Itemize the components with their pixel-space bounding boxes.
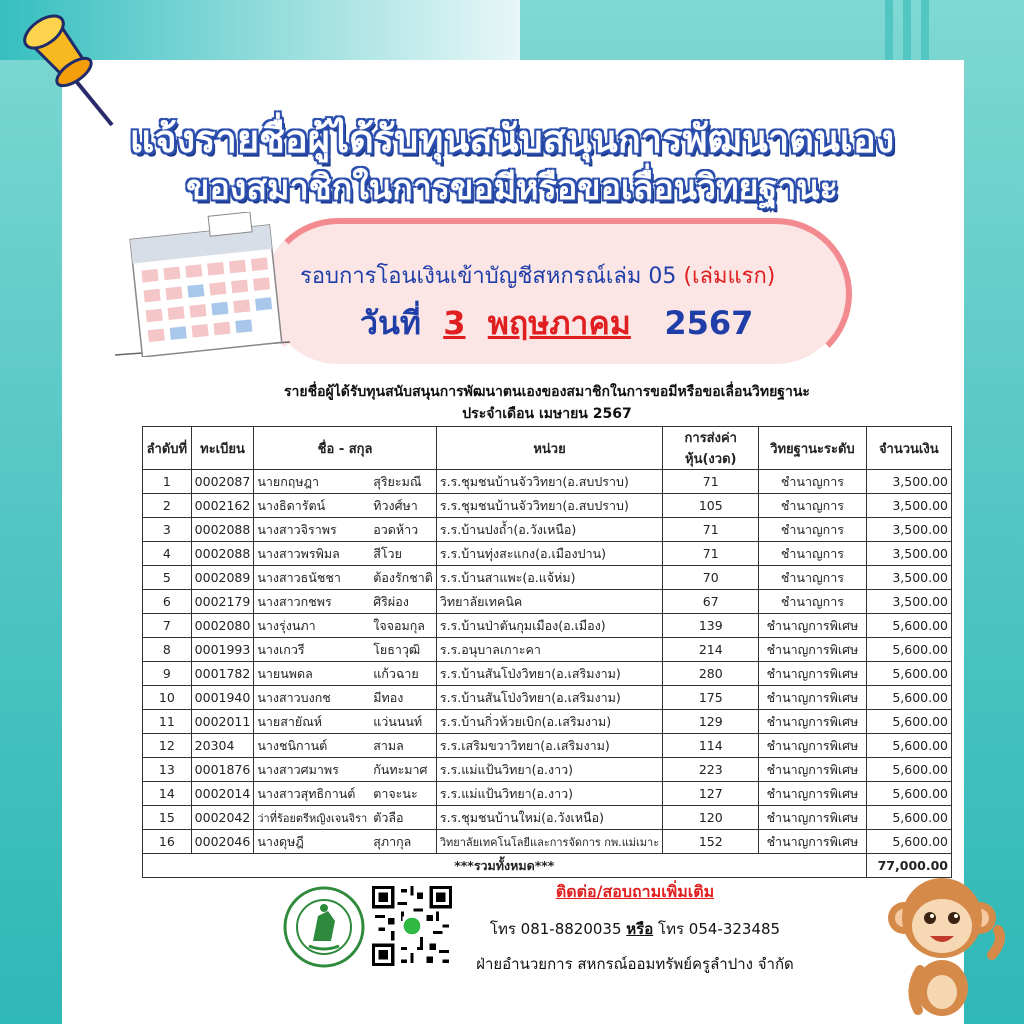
cell-shares: 120 [663,806,759,830]
cell-amount: 5,600.00 [866,758,951,782]
table-body [143,470,952,854]
cell-amount: 3,500.00 [866,590,951,614]
table-row [143,518,952,542]
cell-shares: 67 [663,590,759,614]
date-day: 3 [443,304,466,342]
cell-level: ชำนาญการพิเศษ [759,830,866,854]
cell-last-name: ใจจอมกุล [370,614,436,638]
cell-no: 15 [143,806,192,830]
contact-phones [460,917,810,941]
list-subtitle: ประจำเดือน เมษายน 2567 [462,406,632,422]
cell-level: ชำนาญการพิเศษ [759,638,866,662]
cell-last-name: ตัวลือ [370,806,436,830]
transfer-round-text [300,258,830,293]
cell-amount: 5,600.00 [866,734,951,758]
cell-no: 14 [143,782,192,806]
cell-level: ชำนาญการ [759,494,866,518]
cell-reg: 0001940 [191,686,254,710]
page-subtitle: ของสมาชิกในการขอมีหรือขอเลื่อนวิทยฐานะ [186,168,838,208]
cell-level: ชำนาญการพิเศษ [759,710,866,734]
cell-no: 8 [143,638,192,662]
cell-shares: 139 [663,614,759,638]
table-row [143,566,952,590]
table-row [143,758,952,782]
cell-level: ชำนาญการพิเศษ [759,782,866,806]
date-month: พฤษภาคม [487,304,631,342]
cooperative-logo [283,886,365,968]
col-name: ชื่อ - สกุล [254,427,437,470]
cell-no: 3 [143,518,192,542]
cell-reg: 0002088 [191,542,254,566]
cell-first-name: นายกฤษฎา [254,470,370,494]
cell-reg: 20304 [191,734,254,758]
table-row [143,590,952,614]
cell-level: ชำนาญการพิเศษ [759,686,866,710]
cell-level: ชำนาญการ [759,566,866,590]
total-amount: 77,000.00 [866,854,951,878]
logo-text: สหกรณ์ออมทรัพย์ครูลำปาง จำกัด [283,886,298,887]
cell-no: 11 [143,710,192,734]
cell-level: ชำนาญการ [759,518,866,542]
col-shares: การส่งค่าหุ้น(งวด) [663,427,759,470]
col-reg: ทะเบียน [191,427,254,470]
cell-no: 12 [143,734,192,758]
cell-unit: ร.ร.บ้านปงถ้ำ(อ.วังเหนือ) [436,518,662,542]
table-row [143,542,952,566]
cell-last-name: สุภากุล [370,830,436,854]
cell-first-name: นายสายัณห์ [254,710,370,734]
total-row [143,854,952,878]
cell-unit: ร.ร.อนุบาลเกาะคา [436,638,662,662]
table-row [143,494,952,518]
table-row [143,830,952,854]
cell-reg: 0002088 [191,518,254,542]
cell-unit: ร.ร.ชุมชนบ้านจัววิทยา(อ.สบปราบ) [436,470,662,494]
cell-level: ชำนาญการ [759,542,866,566]
cell-amount: 3,500.00 [866,566,951,590]
cell-first-name: นายนพดล [254,662,370,686]
transfer-round-main: รอบการโอนเงินเข้าบัญชีสหกรณ์เล่ม 05 [300,264,684,289]
cell-reg: 0002089 [191,566,254,590]
cell-last-name: แก้วฉาย [370,662,436,686]
cell-no: 1 [143,470,192,494]
cell-reg: 0002179 [191,590,254,614]
table-row [143,686,952,710]
cell-last-name: สุริยะมณี [370,470,436,494]
cell-level: ชำนาญการ [759,470,866,494]
cell-level: ชำนาญการพิเศษ [759,662,866,686]
calendar-icon [115,212,290,357]
cell-reg: 0002014 [191,782,254,806]
col-amount: จำนวนเงิน [866,427,951,470]
phone-or: หรือ [626,920,654,938]
cell-first-name: นางดุษฎี [254,830,370,854]
cell-no: 6 [143,590,192,614]
cell-no: 9 [143,662,192,686]
cell-unit: ร.ร.เสริมขวาวิทยา(อ.เสริมงาม) [436,734,662,758]
cell-unit: วิทยาลัยเทคโนโลยีและการจัดการ กพ.แม่เมาะ [436,830,662,854]
cell-no: 2 [143,494,192,518]
phone-secondary[interactable]: โทร 054-323485 [653,920,781,938]
cell-unit: วิทยาลัยเทคนิค [436,590,662,614]
table-row [143,662,952,686]
cell-last-name: กันทะมาศ [370,758,436,782]
cell-reg: 0002162 [191,494,254,518]
recipient-table [142,426,952,878]
cell-amount: 5,600.00 [866,806,951,830]
cell-first-name: นางสาวบงกช [254,686,370,710]
cell-reg: 0001782 [191,662,254,686]
cell-shares: 280 [663,662,759,686]
cell-shares: 70 [663,566,759,590]
cell-shares: 175 [663,686,759,710]
table-row [143,638,952,662]
contact-department: ฝ่ายอำนวยการ สหกรณ์ออมทรัพย์ครูลำปาง จำกัด [476,955,794,973]
cell-reg: 0002046 [191,830,254,854]
cell-last-name: สามล [370,734,436,758]
cell-shares: 71 [663,470,759,494]
cell-last-name: โยธาวุฒิ [370,638,436,662]
cell-first-name: นางธิดารัตน์ [254,494,370,518]
cell-shares: 223 [663,758,759,782]
cell-shares: 105 [663,494,759,518]
phone-primary[interactable]: โทร 081-8820035 [489,920,627,938]
cell-unit: ร.ร.บ้านป่าตันกุมเมือง(อ.เมือง) [436,614,662,638]
cell-unit: ร.ร.แม่แป้นวิทยา(อ.งาว) [436,782,662,806]
col-no: ลำดับที่ [143,427,192,470]
cell-first-name: นางสาวกชพร [254,590,370,614]
cell-amount: 5,600.00 [866,782,951,806]
cell-first-name: นางสาวสุทธิกานต์ [254,782,370,806]
cell-no: 10 [143,686,192,710]
cell-no: 16 [143,830,192,854]
cell-last-name: มีทอง [370,686,436,710]
cell-first-name: นางรุ่งนภา [254,614,370,638]
decorative-stripes [885,0,935,60]
cell-level: ชำนาญการ [759,590,866,614]
table-row [143,782,952,806]
cell-shares: 152 [663,830,759,854]
cell-unit: ร.ร.บ้านกิ่วห้วยเบิก(อ.เสริมงาม) [436,710,662,734]
cell-first-name: นางชนิกานต์ [254,734,370,758]
cell-no: 5 [143,566,192,590]
cell-amount: 5,600.00 [866,830,951,854]
transfer-round-note: (เล่มแรก) [683,264,776,289]
col-level: วิทยฐานะระดับ [759,427,866,470]
cell-last-name: ทิวงศ์ษา [370,494,436,518]
cell-last-name: ต้องรักชาติ [370,566,436,590]
cell-first-name: นางสาวศมาพร [254,758,370,782]
cell-last-name: สีโวย [370,542,436,566]
table-row [143,614,952,638]
col-unit: หน่วย [436,427,662,470]
cell-first-name: นางสาวจิราพร [254,518,370,542]
cell-level: ชำนาญการพิเศษ [759,614,866,638]
cell-no: 13 [143,758,192,782]
cell-unit: ร.ร.ชุมชนบ้านจัววิทยา(อ.สบปราบ) [436,494,662,518]
cell-first-name: นางเกวรี [254,638,370,662]
cell-no: 4 [143,542,192,566]
cell-level: ชำนาญการพิเศษ [759,806,866,830]
list-title: รายชื่อผู้ได้รับทุนสนับสนุนการพัฒนาตนเองของสมาชิกในการขอมีหรือขอเลื่อนวิทยฐานะ [284,384,810,400]
cell-amount: 5,600.00 [866,614,951,638]
cell-first-name: ว่าที่ร้อยตรีหญิงเจนจิรา [254,806,370,830]
table-row [143,470,952,494]
cell-last-name: แว่นนนท์ [370,710,436,734]
cell-level: ชำนาญการพิเศษ [759,758,866,782]
cell-unit: ร.ร.บ้านสันโป่งวิทยา(อ.เสริมงาม) [436,662,662,686]
cell-shares: 214 [663,638,759,662]
table-row [143,734,952,758]
cell-reg: 0002080 [191,614,254,638]
table-row [143,806,952,830]
cell-reg: 0001993 [191,638,254,662]
transfer-date [360,298,830,349]
cell-last-name: ตาจะนะ [370,782,436,806]
cell-no: 7 [143,614,192,638]
cell-reg: 0002011 [191,710,254,734]
cell-first-name: นางสาวธนัชชา [254,566,370,590]
cell-amount: 3,500.00 [866,542,951,566]
cell-shares: 114 [663,734,759,758]
cell-amount: 5,600.00 [866,638,951,662]
page-title: แจ้งรายชื่อผู้ได้รับทุนสนับสนุนการพัฒนาตนเอง [129,117,895,161]
cell-shares: 71 [663,542,759,566]
table-header-row [143,427,952,470]
cell-unit: ร.ร.ชุมชนบ้านใหม่(อ.วังเหนือ) [436,806,662,830]
cell-amount: 3,500.00 [866,518,951,542]
cell-amount: 3,500.00 [866,494,951,518]
cell-reg: 0002087 [191,470,254,494]
cell-last-name: อวดห้าว [370,518,436,542]
cell-reg: 0002042 [191,806,254,830]
cell-reg: 0001876 [191,758,254,782]
cell-unit: ร.ร.บ้านทุ่งสะแกง(อ.เมืองปาน) [436,542,662,566]
cell-shares: 71 [663,518,759,542]
cell-amount: 3,500.00 [866,470,951,494]
cell-unit: ร.ร.บ้านสันโป่งวิทยา(อ.เสริมงาม) [436,686,662,710]
table-row [143,710,952,734]
contact-heading: ติดต่อ/สอบถามเพิ่มเติม [555,882,715,901]
cell-shares: 127 [663,782,759,806]
cell-amount: 5,600.00 [866,686,951,710]
date-prefix: วันที่ [360,304,421,342]
cell-unit: ร.ร.บ้านสาแพะ(อ.แจ้ห่ม) [436,566,662,590]
total-label: ***รวมทั้งหมด*** [143,854,867,878]
cell-last-name: ศิริผ่อง [370,590,436,614]
cell-amount: 5,600.00 [866,710,951,734]
monkey-mascot-icon [880,860,1010,1020]
date-year: 2567 [664,304,754,342]
cell-amount: 5,600.00 [866,662,951,686]
cell-level: ชำนาญการพิเศษ [759,734,866,758]
cell-first-name: นางสาวพรพิมล [254,542,370,566]
cell-shares: 129 [663,710,759,734]
cell-unit: ร.ร.แม่แป้นวิทยา(อ.งาว) [436,758,662,782]
